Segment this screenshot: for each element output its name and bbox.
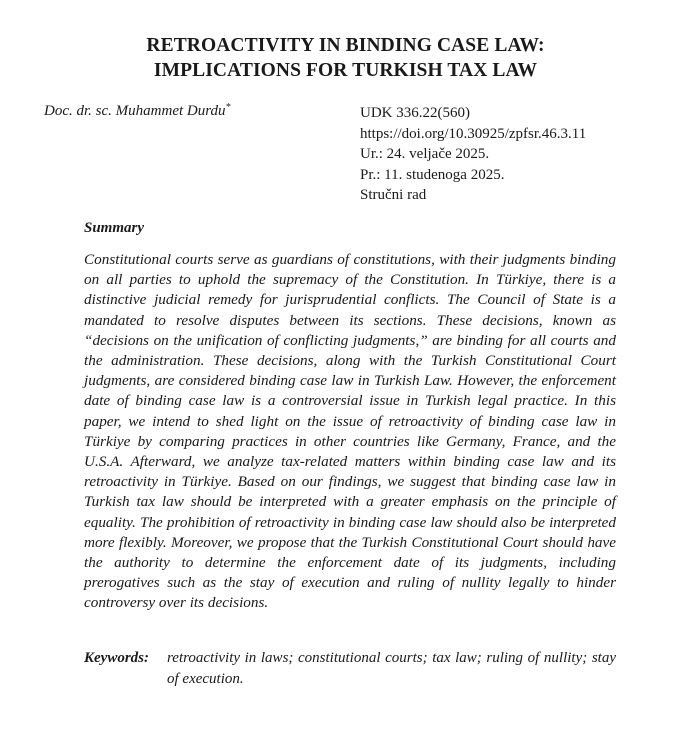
keywords-block — [84, 648, 616, 689]
keywords-text: retroactivity in laws; constitutional courts; tax law; ruling of nullity; stay of execution. — [167, 650, 616, 687]
title-line-1: RETROACTIVITY IN BINDING CASE LAW: — [146, 35, 545, 56]
summary-heading: Summary — [84, 220, 145, 236]
title-line-2: IMPLICATIONS FOR TURKISH TAX LAW — [153, 60, 538, 81]
article-type: Stručni rad — [360, 187, 427, 203]
paper-title — [0, 33, 691, 83]
article-metadata — [360, 103, 586, 206]
doi-link[interactable]: https://doi.org/10.30925/zpfsr.46.3.11 — [360, 125, 587, 142]
author-block — [44, 101, 231, 121]
summary-text: Constitutional courts serve as guardians of constitutions, with their judgments binding on all parties to uphold the supremacy of the Constitution. In Türkiye, there is a distinctive judicial remedy for jurisprudential conflicts. The Council of State is a mandated to resolve disputes between its sections. These decisions, known as “decisions on the unification of conflicting judgments,” are binding for all courts and the administration. These decisions, along with the Turkish Constitutional Court judgments, are considered binding case law in Turkish Law. However, the enforcement date of binding case law is a controversial issue in Turkish legal practice. In this paper, we intend to shed light on the issue of retroactivity of binding case law in Türkiye by comparing practices in other countries like Germany, France, and the U.S.A. Afterward, we analyze tax-related matters within binding case law and its retroactivity in Türkiye. Based on our findings, we suggest that binding case law in Turkish tax law should be interpreted with a greater emphasis on the principle of equality. The prohibition of retroactivity in binding case law should also be interpreted more flexibly. Moreover, we propose that the Turkish Constitutional Court should have the authority to determine the enforcement date of its judgments, including prerogatives such as the stay of execution and ruling of nullity legally to hinder controversy over its decisions. — [84, 251, 616, 612]
received-date: Ur.: 24. veljače 2025. — [360, 146, 490, 162]
author-name: Doc. dr. sc. Muhammet Durdu — [44, 103, 226, 119]
udk-code: UDK 336.22(560) — [360, 105, 470, 121]
keywords-label: Keywords: — [84, 650, 149, 666]
accepted-date: Pr.: 11. studenoga 2025. — [360, 166, 505, 183]
author-footnote-mark: * — [225, 102, 231, 113]
